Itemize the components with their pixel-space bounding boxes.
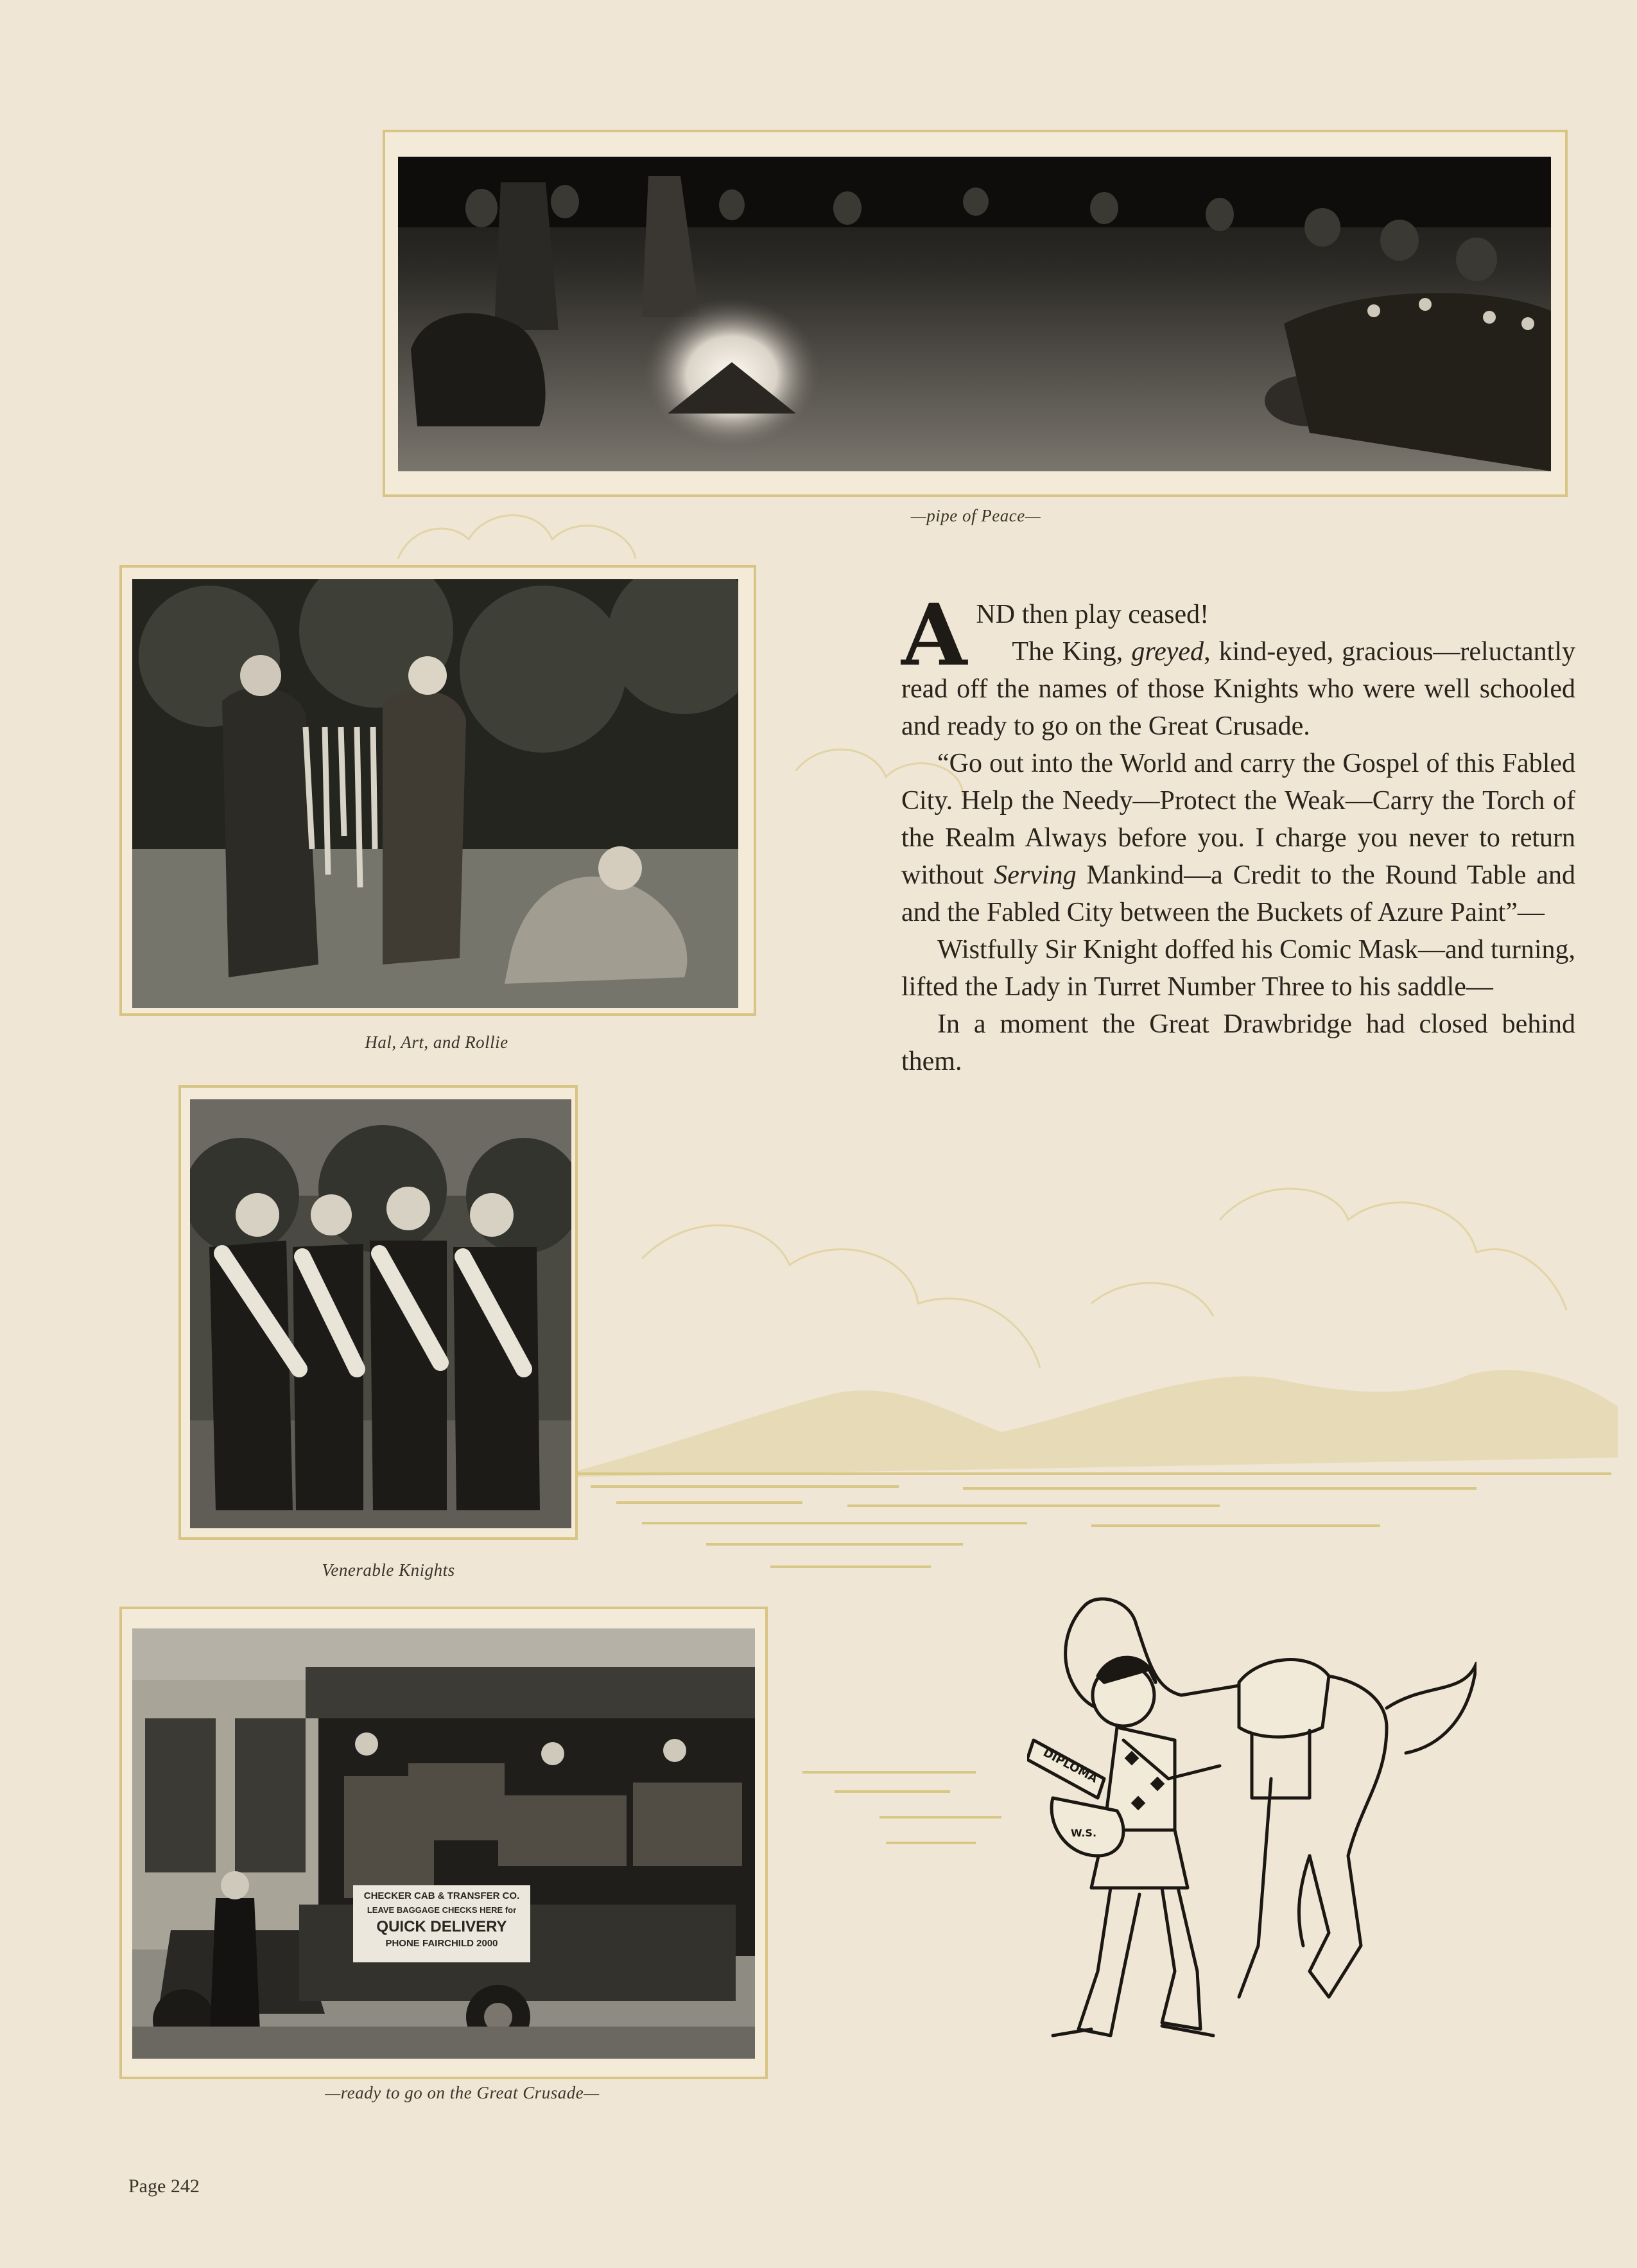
story-p1-part-b: , kind-eyed, gracious—reluctantly read off the names of those Knights who were well schooled and ready to go on the Great Crusade. [901,637,1575,741]
knights-caption: Venerable Knights [322,1560,455,1580]
costumes-photo [132,579,738,1008]
knight-and-horse-illustration [1027,1586,1477,2068]
story-opening-line: ND then play ceased! [976,600,1209,629]
campfire-photo [398,157,1551,471]
story-paragraph-4: In a moment the Great Drawbridge had closed behind them. [901,1009,1575,1076]
story-p1-greyed: greyed [1131,637,1204,667]
story-text [901,586,1575,1080]
story-paragraph-1 [901,586,1575,745]
story-p2-part-b: Mankind—a Credit to the Round Table and and the Fabled City between the Buckets of Azure Paint”— [901,860,1575,927]
truck-sign-line-2: LEAVE BAGGAGE CHECKS HERE for [367,1905,517,1915]
drop-cap-letter: A [901,586,967,685]
story-p2-serving: Serving [994,860,1077,890]
costumes-caption: Hal, Art, and Rollie [365,1033,508,1052]
campfire-caption: —pipe of Peace— [910,506,1041,525]
diploma-label: DIPLOMA [1041,1745,1100,1786]
knights-photo [190,1099,571,1528]
story-p2-part-a: “Go out into the World and carry the Gospel of this Fabled City. Help the Needy—Protect the Weak—Carry the Torch of the Realm Always before you. I charge you never to return without [901,749,1575,890]
bag-label: W.S. [1071,1827,1097,1839]
truck-sign-line-1: CHECKER CAB & TRANSFER CO. [363,1890,520,1901]
truck-photo [132,1628,755,2059]
story-p1-part-a: The King, [1012,637,1132,667]
truck-sign-line-4: PHONE FAIRCHILD 2000 [385,1938,498,1949]
truck-sign-line-3: QUICK DELIVERY [376,1918,507,1935]
story-paragraph-3: Wistfully Sir Knight doffed his Comic Mask—and turning, lifted the Lady in Turret Number Three to his saddle— [901,935,1575,1002]
page-number: Page 242 [128,2176,200,2197]
truck-caption: —ready to go on the Great Crusade— [325,2083,600,2102]
truck-sign [353,1885,530,1962]
story-paragraph-2 [901,745,1575,931]
